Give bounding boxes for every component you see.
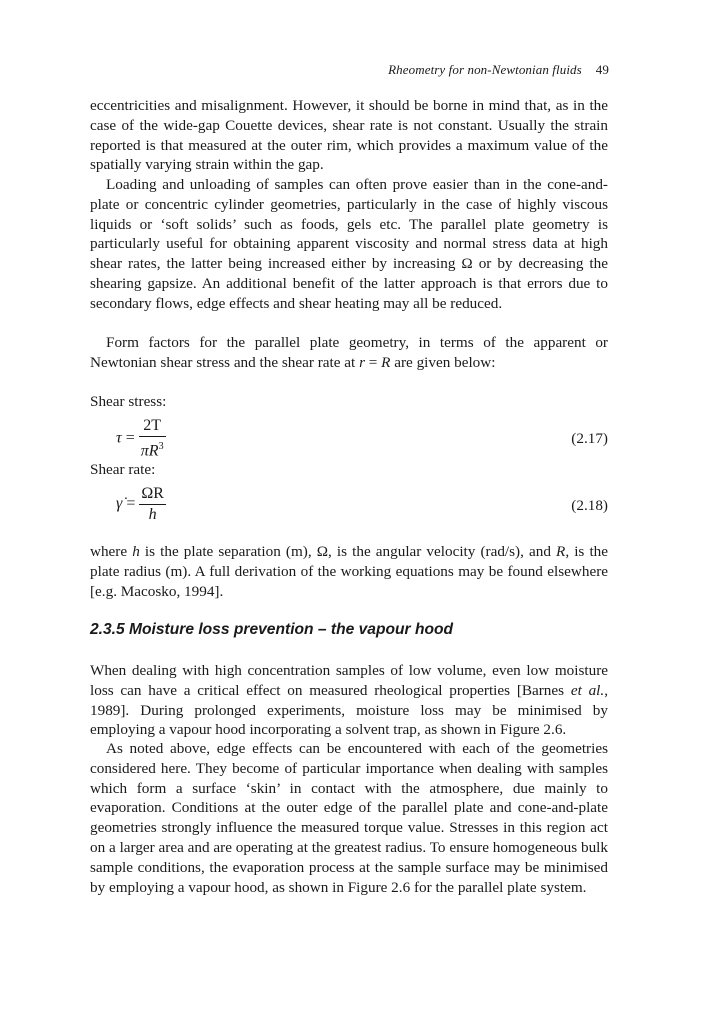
equation-2-18: γ̇ = $\frac{\Omega R}{h}$ (116, 485, 164, 523)
equation-2-17: τ = $\frac{2T}{\pi R^3}$ (116, 417, 164, 460)
equation-number-2-18: (2.18) (571, 497, 608, 514)
shear-rate-label: Shear rate: (90, 461, 156, 478)
running-header (388, 62, 609, 78)
paragraph-5: When dealing with high concentration samples of low volume, even low moisture loss can have a critical effect on measured rheological properties [Barnes et al., 1989]. During prolonged experiments, moisture loss may be minimised by employing a vapour hood incorporating a solvent trap, as shown in Figure 2.6. (90, 662, 608, 739)
paragraph-2: Loading and unloading of samples can often prove easier than in the cone-and-plate or concentric cylinder geometries, particularly in the case of highly viscous liquids or ‘soft solids’ such as foods, gels etc. The parallel plate geometry is particularly useful for obtaining apparent viscosity and normal stress data at high shear rates, the latter being increased either by increasing Ω or by decreasing the shearing gapsize. An additional benefit of the latter approach is that errors due to secondary flows, edge effects and shear heating may all be reduced. (90, 176, 608, 312)
paragraph-1: eccentricities and misalignment. However, it should be borne in mind that, as in the case of the wide-gap Couette devices, shear rate is not constant. Usually the strain reported is that measured at the outer rim, which provides a maximum value of the spatially varying strain within the gap. (90, 97, 608, 174)
running-title: Rheometry for non-Newtonian fluids (388, 62, 582, 77)
eq2-numerator: ΩR (139, 484, 166, 505)
eq1-denominator: $\pi R^3$ (140, 441, 164, 460)
page-number: 49 (595, 62, 609, 77)
eq1-numerator: 2T (139, 416, 166, 437)
paragraph-4: where h is the plate separation (m), Ω, is the angular velocity (rad/s), and R, is the plate radius (m). A full derivation of the working equations may be found elsewhere [e.g. Macosko, 1994]. (90, 543, 608, 600)
paragraph-6: As noted above, edge effects can be encountered with each of the geometries considered here. They become of particular importance when dealing with samples which form a surface ‘skin’ in contact with the atmosphere, due mainly to evaporation. Conditions at the outer edge of the parallel plate and cone-and-plate geometries strongly influence the measured torque value. Stresses in this region act on a larger area and are operating at the greatest radius. To ensure homogeneous bulk sample conditions, the evaporation process at the sample surface may be minimised by employing a vapour hood, as shown in Figure 2.6 for the parallel plate system. (90, 740, 608, 896)
equation-number-2-17: (2.17) (571, 430, 608, 447)
section-heading: 2.3.5 Moisture loss prevention – the vapour hood (90, 621, 454, 638)
shear-stress-label: Shear stress: (90, 393, 167, 410)
paragraph-3: Form factors for the parallel plate geometry, in terms of the apparent or Newtonian shear stress and the shear rate at r = R are given below: (90, 334, 608, 371)
eq2-denominator: h (148, 506, 157, 523)
